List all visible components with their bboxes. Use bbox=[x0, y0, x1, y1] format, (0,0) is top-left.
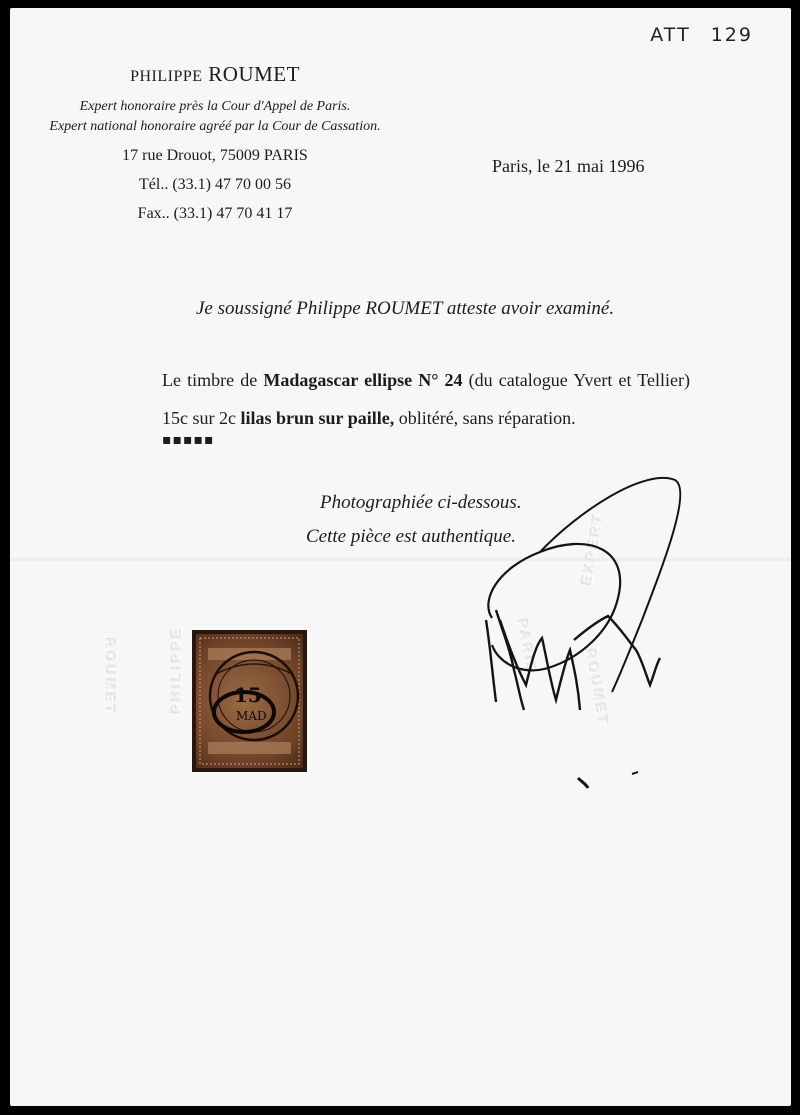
expert-title-1: Expert honoraire près la Cour d'Appel de Paris. bbox=[79, 99, 351, 114]
photographed-note: Photographiée ci-dessous. bbox=[320, 492, 522, 513]
attestation-line: Je soussigné Philippe ROUMET atteste avoir examiné. bbox=[196, 298, 615, 319]
expert-address: 17 rue Drouot, 75009 PARIS bbox=[122, 147, 308, 164]
svg-text:MAD: MAD bbox=[236, 709, 267, 723]
emboss-right-a: EXPERT bbox=[578, 510, 607, 586]
svg-text:15: 15 bbox=[234, 683, 262, 707]
stamp-photo bbox=[192, 630, 307, 772]
emboss-right-b: PARIS bbox=[514, 618, 540, 677]
emboss-left-a: ROUMET bbox=[102, 638, 118, 717]
certificate-date: Paris, le 21 mai 1996 bbox=[492, 156, 645, 176]
certificate-sheet bbox=[10, 8, 791, 1106]
reference-number: ATT 129 bbox=[650, 24, 753, 46]
expert-first-name: PHILIPPE bbox=[130, 68, 203, 85]
desc-part-3: oblitéré, sans réparation. bbox=[394, 408, 576, 428]
desc-part-1: Le timbre de bbox=[162, 370, 264, 390]
emboss-left-b: PHILIPPE bbox=[168, 625, 184, 713]
expert-title-2: Expert national honoraire agréé par la Cour de Cassation. bbox=[49, 119, 381, 134]
signature-icon bbox=[470, 470, 700, 800]
stamp-cancellation-icon bbox=[196, 634, 303, 768]
authentic-note: Cette pièce est authentique. bbox=[306, 526, 516, 547]
expert-header bbox=[20, 62, 410, 228]
stamp-image bbox=[196, 634, 303, 768]
expert-tel: Tél.. (33.1) 47 70 00 56 bbox=[139, 176, 291, 193]
dot-separator: ▪▪▪▪▪ bbox=[162, 432, 215, 448]
stamp-color: lilas brun sur paille, bbox=[240, 408, 395, 428]
expert-fax: Fax.. (33.1) 47 70 41 17 bbox=[137, 205, 293, 222]
expert-name bbox=[20, 62, 410, 87]
stamp-description bbox=[162, 361, 690, 437]
expert-last-name: ROUMET bbox=[208, 62, 300, 86]
emboss-right-c: ROUMET bbox=[582, 648, 612, 729]
stamp-name: Madagascar ellipse N° 24 bbox=[263, 370, 463, 390]
desc-part-2: (du catalogue Yvert et Tellier) 15c sur 2c bbox=[162, 370, 690, 428]
